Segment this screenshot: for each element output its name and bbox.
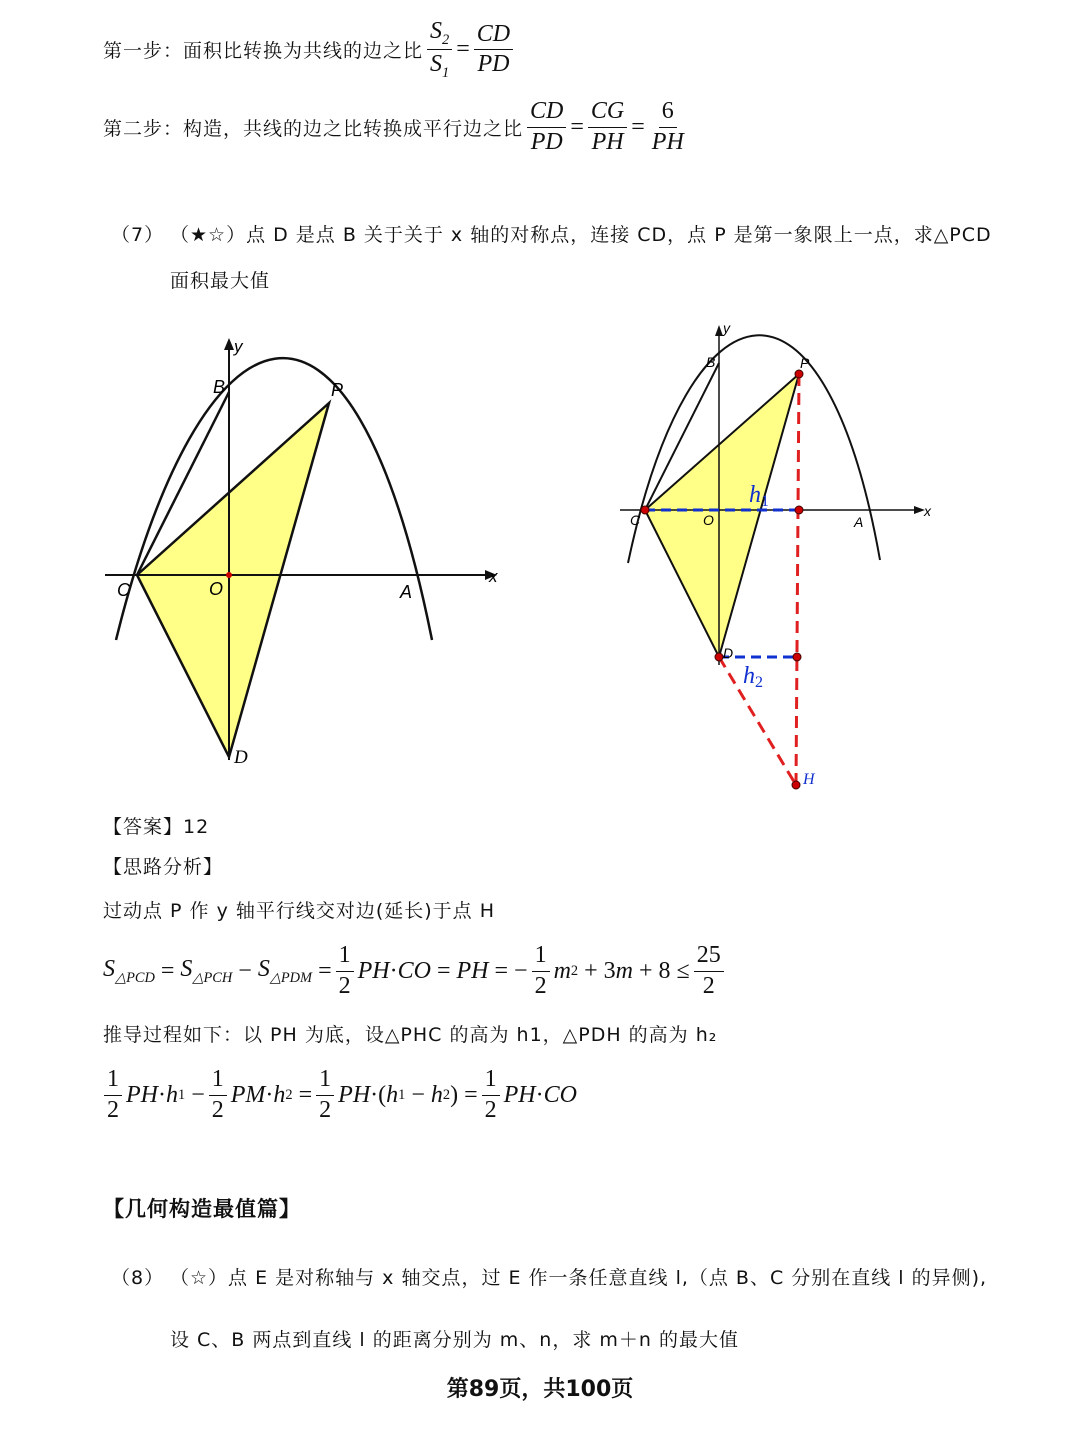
label-o: O [703,512,714,528]
label-y: y [234,337,243,356]
step-1 [103,18,517,82]
label-b: B [213,377,226,397]
label-a: A [400,582,413,602]
point-d [715,653,723,661]
q8-text-line2: 设 C、B 两点到直线 l 的距离分别为 m、n，求 m＋n 的最大值 [170,1329,739,1351]
analysis-heading: 【思路分析】 [103,856,224,878]
step-1-label: 第一步：面积比转换为共线的边之比 [103,40,424,63]
step-2 [103,98,691,156]
label-d: D [234,747,248,768]
point-c [641,506,649,514]
label-x: x [489,567,498,586]
section-heading: 【几何构造最值篇】 [103,1197,301,1221]
figure-left [95,330,515,780]
triangle-pcd [645,374,799,657]
derive-line: 推导过程如下：以 PH 为底，设△PHC 的高为 h1，△PDH 的高为 h₂ [103,1024,718,1046]
label-d: D [723,645,734,661]
label-o: O [209,579,224,599]
analysis-line1: 过动点 P 作 y 轴平行线交对边(延长)于点 H [103,900,496,922]
triangle-pcd [137,403,329,757]
point-foot-h2 [793,653,801,661]
step-2-label: 第二步：构造，共线的边之比转换成平行边之比 [103,117,524,140]
q7-text-line1: （★☆）点 D 是点 B 关于关于 x 轴的对称点，连接 CD，点 P 是第一象限上一点，求△PCD [170,224,992,246]
label-h1: h1 [749,482,769,510]
q7-text-line2: 面积最大值 [170,270,271,292]
label-c: C [630,512,641,528]
label-p: P [331,380,344,400]
label-y: y [723,320,730,336]
label-c: C [117,580,130,600]
label-b: B [706,354,716,370]
point-h [792,781,800,789]
point-foot-h1 [795,506,803,514]
page-footer: 第89页，共100页 [446,1377,634,1402]
origin-point [226,572,232,578]
label-h2: h2 [743,663,763,691]
step-1-formula: $\frac{S_2}{S_1}$ = $\frac{CD}{PD}$ [423,18,517,82]
answer: 【答案】12 [103,816,210,838]
q8-text-line1: （☆）点 E 是对称轴与 x 轴交点，过 E 作一条任意直线 l,（点 B、C 分别在直线 l 的异侧), [170,1267,988,1289]
area-formula: $S_{\triangle PCD}$ = $S_{\triangle PCH}$ − $S_{\triangle PDM}$ = $\frac{1}{2}$ PH · CO = PH = − $\frac{1}{2}$ m 2 + 3 m + 8 ≤ $\frac{25}{2}$ [103,942,728,1000]
step-2-formula: $\frac{CD}{PD}$ = $\frac{CG}{PH}$ = $\frac{6}{PH}$ [523,98,691,156]
derive-formula: $\frac{1}{2}$ PH · h 1 − $\frac{1}{2}$ PM · h 2 = $\frac{1}{2}$ PH ·( h 1 − h 2 ) = $\frac{1}{2}$ PH · CO [100,1066,577,1124]
figure-right [610,318,945,798]
label-h: H [803,771,815,788]
y-axis-arrow [715,325,723,336]
label-a: A [854,514,864,530]
q8-number: （8） [111,1267,165,1289]
y-axis-arrow [224,338,234,350]
q7-number: （7） [111,224,165,246]
ph-dashed-line [796,374,799,785]
label-p: P [800,355,810,371]
label-x: x [924,503,931,519]
point-p [795,370,803,378]
